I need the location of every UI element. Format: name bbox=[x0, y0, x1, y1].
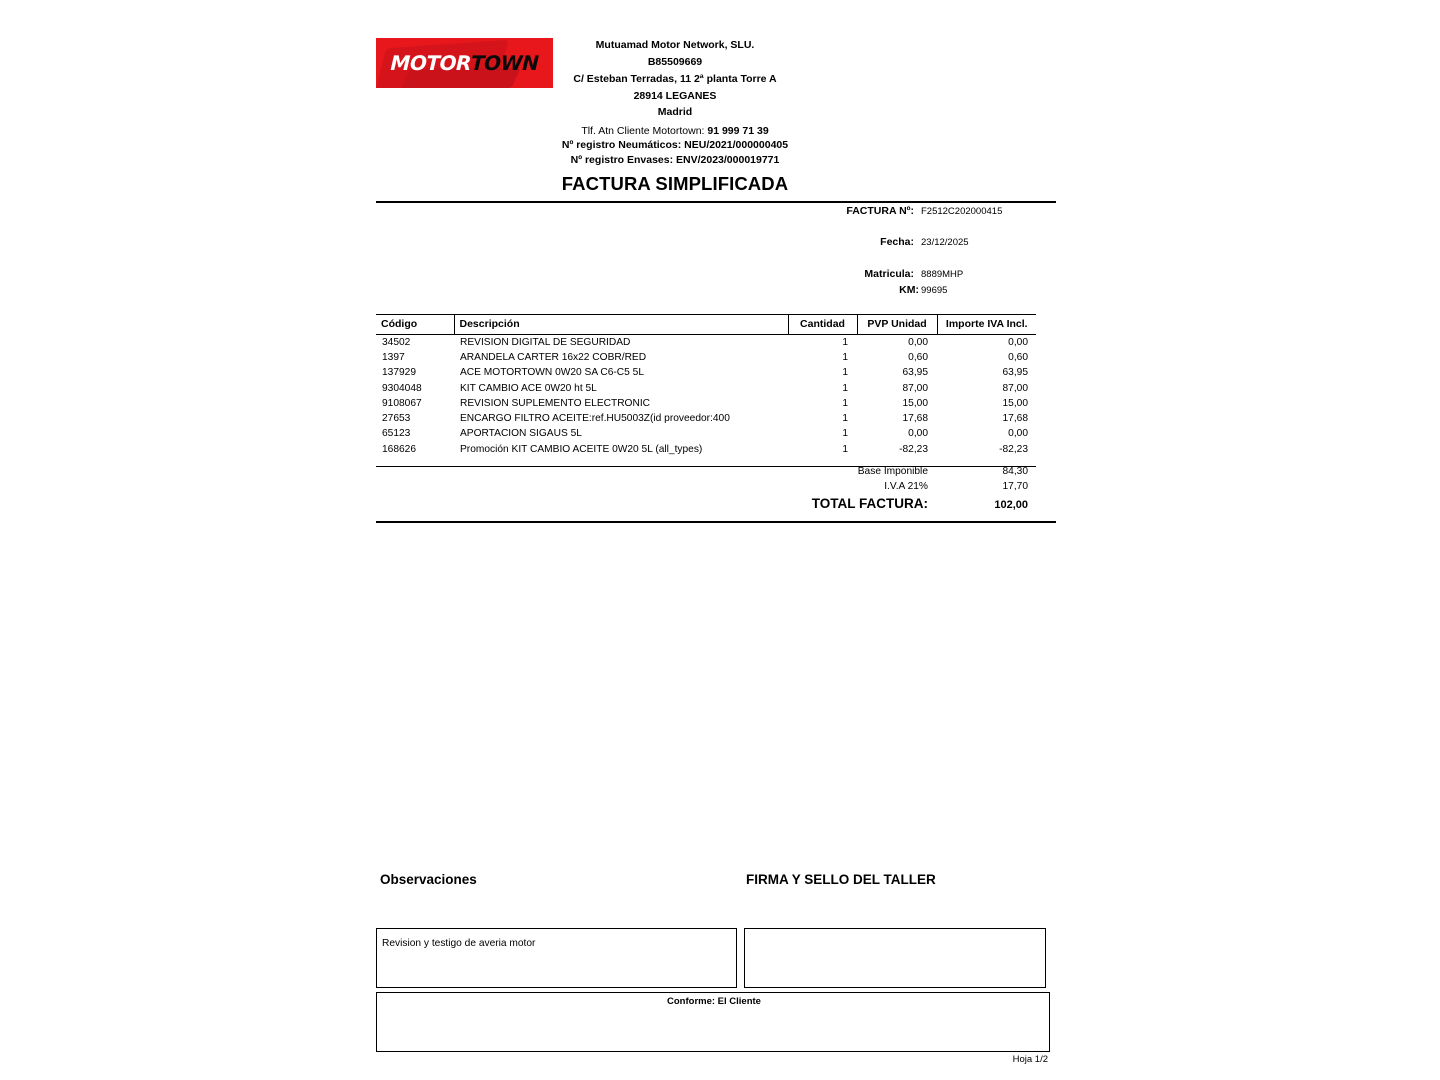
column-header-codigo: Código bbox=[376, 315, 454, 335]
cell-cantidad: 1 bbox=[842, 367, 848, 379]
cell-importe: -82,23 bbox=[999, 443, 1028, 455]
customer-conformity-box[interactable] bbox=[376, 992, 1050, 1052]
vehicle-km-row bbox=[600, 284, 1056, 296]
company-phone-label: Tlf. Atn Cliente Motortown: bbox=[581, 125, 708, 137]
cell-codigo: 9108067 bbox=[382, 397, 422, 409]
total-factura-label: TOTAL FACTURA: bbox=[811, 496, 928, 512]
cell-cantidad: 1 bbox=[842, 428, 848, 440]
totals-row-grand bbox=[376, 496, 1036, 516]
cell-codigo: 65123 bbox=[382, 428, 411, 440]
table-row bbox=[376, 365, 1036, 380]
cell-importe: 63,95 bbox=[1002, 367, 1028, 379]
cell-pvp: 17,68 bbox=[902, 413, 928, 425]
cell-pvp: -82,23 bbox=[899, 443, 928, 455]
cell-descripcion: APORTACION SIGAUS 5L bbox=[460, 428, 582, 440]
vehicle-plate-row bbox=[600, 268, 1056, 280]
cell-codigo: 34502 bbox=[382, 336, 411, 348]
cell-pvp: 87,00 bbox=[902, 382, 928, 394]
tyre-registry-value: NEU/2021/000000405 bbox=[684, 139, 789, 151]
company-phone-line bbox=[440, 125, 910, 137]
cell-descripcion: ENCARGO FILTRO ACEITE:ref.HU5003Z(id proveedor:400 bbox=[460, 413, 730, 425]
cell-descripcion: Promoción KIT CAMBIO ACEITE 0W20 5L (all_types) bbox=[460, 443, 703, 455]
cell-pvp: 0,00 bbox=[908, 428, 928, 440]
table-row bbox=[376, 335, 1036, 350]
invoice-number-label: FACTURA Nº: bbox=[846, 205, 914, 217]
total-factura-value: 102,00 bbox=[994, 499, 1028, 512]
base-imponible-label: Base Imponible bbox=[857, 466, 928, 477]
observations-heading: Observaciones bbox=[380, 872, 477, 887]
company-address: C/ Esteban Terradas, 11 2ª planta Torre A bbox=[573, 73, 777, 85]
vehicle-plate-label: Matricula: bbox=[864, 268, 914, 280]
cell-codigo: 168626 bbox=[382, 443, 416, 455]
packaging-registry-value: ENV/2023/000019771 bbox=[676, 154, 780, 166]
cell-pvp: 0,00 bbox=[908, 336, 928, 348]
invoice-totals bbox=[376, 466, 1036, 516]
vat-label: I.V.A 21% bbox=[884, 481, 928, 493]
cell-descripcion: ACE MOTORTOWN 0W20 SA C6-C5 5L bbox=[460, 367, 644, 379]
vehicle-km-label: KM: bbox=[899, 284, 919, 296]
table-row bbox=[376, 380, 1036, 395]
column-header-pvp-unidad: PVP Unidad bbox=[857, 315, 937, 335]
column-header-importe: Importe IVA Incl. bbox=[937, 315, 1036, 335]
company-packaging-registry-line bbox=[440, 154, 910, 166]
cell-cantidad: 1 bbox=[842, 382, 848, 394]
cell-pvp: 15,00 bbox=[902, 397, 928, 409]
cell-cantidad: 1 bbox=[842, 397, 848, 409]
conforme-label: Conforme: El Cliente bbox=[667, 996, 761, 1007]
base-imponible-value: 84,30 bbox=[1002, 466, 1028, 477]
invoice-date-label: Fecha: bbox=[880, 236, 914, 248]
company-phone-value: 91 999 71 39 bbox=[707, 125, 769, 137]
cell-importe: 0,60 bbox=[1008, 351, 1028, 363]
table-row bbox=[376, 411, 1036, 426]
observations-text: Revision y testigo de averia motor bbox=[382, 938, 536, 949]
cell-cantidad: 1 bbox=[842, 443, 848, 455]
cell-codigo: 27653 bbox=[382, 413, 411, 425]
cell-importe: 87,00 bbox=[1002, 382, 1028, 394]
cell-descripcion: REVISION DIGITAL DE SEGURIDAD bbox=[460, 336, 631, 348]
company-tyre-registry-line bbox=[440, 139, 910, 151]
cell-importe: 0,00 bbox=[1008, 336, 1028, 348]
document-title: FACTURA SIMPLIFICADA bbox=[561, 173, 789, 194]
cell-pvp: 63,95 bbox=[902, 367, 928, 379]
cell-importe: 15,00 bbox=[1002, 397, 1028, 409]
table-row bbox=[376, 350, 1036, 365]
totals-row-base bbox=[376, 466, 1036, 481]
company-name: Mutuamad Motor Network, SLU. bbox=[595, 39, 755, 51]
cell-cantidad: 1 bbox=[842, 351, 848, 363]
company-province: Madrid bbox=[657, 106, 693, 118]
cell-descripcion: ARANDELA CARTER 16x22 COBR/RED bbox=[460, 351, 647, 363]
logo-word-motor: MOTOR bbox=[390, 51, 472, 75]
vehicle-km-value: 99695 bbox=[921, 285, 948, 296]
invoice-date-row bbox=[600, 236, 1056, 248]
column-header-cantidad: Cantidad bbox=[788, 315, 857, 335]
cell-codigo: 9304048 bbox=[382, 382, 422, 394]
invoice-number-row bbox=[600, 205, 1056, 217]
signature-heading: FIRMA Y SELLO DEL TALLER bbox=[746, 872, 936, 887]
cell-codigo: 137929 bbox=[382, 367, 416, 379]
tyre-registry-label: Nº registro Neumáticos: bbox=[561, 139, 685, 151]
cell-cantidad: 1 bbox=[842, 336, 848, 348]
page-indicator: Hoja 1/2 bbox=[1012, 1054, 1048, 1065]
totals-row-vat bbox=[376, 481, 1036, 496]
cell-codigo: 1397 bbox=[382, 351, 405, 363]
cell-cantidad: 1 bbox=[842, 413, 848, 425]
logo-word-town: TOWN bbox=[470, 51, 539, 75]
column-header-descripcion: Descripción bbox=[454, 315, 788, 335]
cell-pvp: 0,60 bbox=[908, 351, 928, 363]
invoice-items-table bbox=[376, 314, 1036, 457]
cell-descripcion: REVISION SUPLEMENTO ELECTRONIC bbox=[460, 397, 651, 409]
title-divider-rule bbox=[376, 201, 1056, 203]
company-postal-city: 28914 LEGANES bbox=[633, 90, 717, 102]
invoice-items-body bbox=[376, 335, 1036, 457]
table-row bbox=[376, 442, 1036, 457]
packaging-registry-label: Nº registro Envases: bbox=[570, 154, 677, 166]
table-row bbox=[376, 396, 1036, 411]
cell-importe: 17,68 bbox=[1002, 413, 1028, 425]
table-header-row bbox=[376, 315, 1036, 335]
invoice-number-value: F2512C202000415 bbox=[921, 206, 1003, 217]
cell-importe: 0,00 bbox=[1008, 428, 1028, 440]
invoice-date-value: 23/12/2025 bbox=[921, 237, 969, 248]
totals-bottom-rule bbox=[376, 521, 1056, 523]
workshop-signature-box[interactable] bbox=[744, 928, 1046, 988]
company-tax-id: B85509669 bbox=[647, 56, 703, 68]
observations-box[interactable] bbox=[376, 928, 737, 988]
cell-descripcion: KIT CAMBIO ACE 0W20 ht 5L bbox=[460, 382, 597, 394]
vehicle-plate-value: 8889MHP bbox=[921, 269, 964, 280]
table-row bbox=[376, 426, 1036, 441]
vat-value: 17,70 bbox=[1002, 481, 1028, 493]
